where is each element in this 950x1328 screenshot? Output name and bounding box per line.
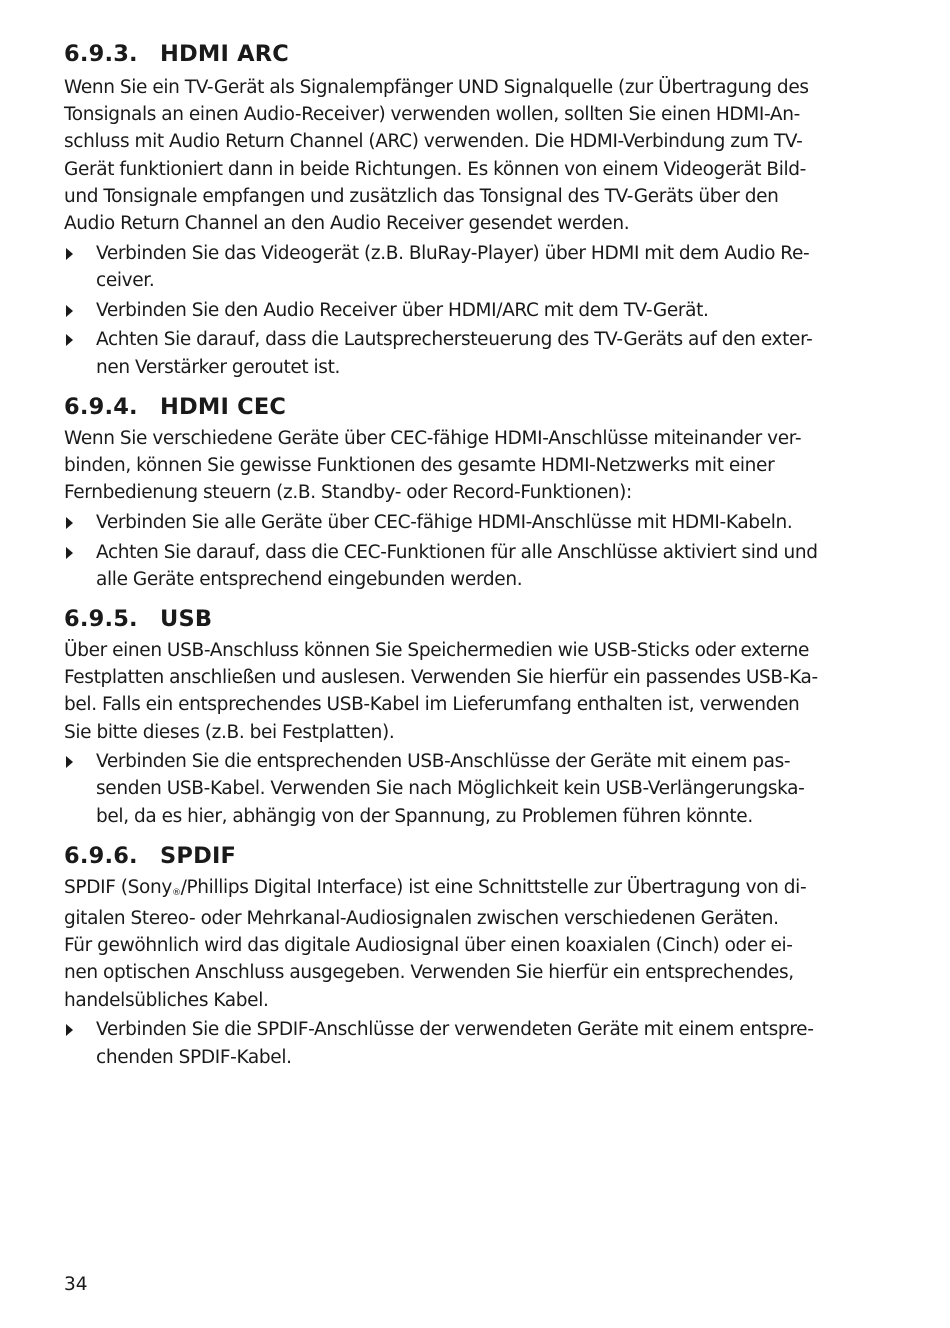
bullet-line: Verbinden Sie das Videogerät (z.B. BluRay-Player) über HDMI mit dem Audio Re- [96,242,810,264]
bullet-item [64,297,864,324]
bullet-line: Verbinden Sie die SPDIF-Anschlüsse der verwendeten Geräte mit einem entspre- [96,1019,814,1041]
section-number: 6.9.6. [64,842,138,869]
section-heading [64,391,864,423]
paragraph-line: Wenn Sie verschiedene Geräte über CEC-fähige HDMI-Anschlüsse miteinander ver- [64,427,802,449]
bullet-arrow-icon [66,305,73,317]
bullet-arrow-icon [66,756,73,768]
paragraph-line: Wenn Sie ein TV-Gerät als Signalempfänger UND Signalquelle (zur Übertragung des [64,77,809,98]
paragraph-line: Audio Return Channel an den Audio Receiver gesendet werden. [64,213,630,235]
section-title: HDMI CEC [160,393,287,420]
section-usb [64,603,864,830]
bullet-line: nen Verstärker geroutet ist. [96,356,341,378]
bullet-arrow-icon [66,1024,73,1036]
bullet-line: alle Geräte entsprechend eingebunden werden. [96,568,523,590]
bullet-list [64,509,864,593]
paragraph-text: /Phillips Digital Interface) ist eine Schnittstelle zur Übertragung von di- [180,876,807,898]
section-paragraph [64,874,864,1014]
section-heading [64,38,864,70]
page-number: 34 [64,1274,88,1295]
paragraph-line: bel. Falls ein entsprechendes USB-Kabel im Lieferumfang enthalten ist, verwenden [64,694,800,716]
bullet-line: Verbinden Sie die entsprechenden USB-Anschlüsse der Geräte mit einem pas- [96,751,791,773]
bullet-line: ceiver. [96,269,155,291]
bullet-arrow-icon [66,517,73,529]
section-hdmi-arc [64,38,864,381]
bullet-line: Achten Sie darauf, dass die CEC-Funktionen für alle Anschlüsse aktiviert sind und [96,541,818,563]
bullet-item [64,539,864,593]
paragraph-line: handelsübliches Kabel. [64,989,269,1011]
section-title: USB [160,605,213,632]
bullet-item [64,748,864,830]
section-number: 6.9.5. [64,605,138,632]
bullet-item [64,509,864,536]
section-paragraph [64,425,864,507]
section-spdif [64,840,864,1071]
bullet-line: bel, da es hier, abhängig von der Spannung, zu Problemen führen könnte. [96,805,753,827]
paragraph-line: Tonsignals an einen Audio-Receiver) verwenden wollen, sollten Sie einen HDMI-An- [64,104,800,126]
paragraph-line: binden, können Sie gewisse Funktionen des gesamte HDMI-Netzwerks mit einer [64,454,775,476]
bullet-list [64,1016,864,1070]
bullet-item [64,240,864,294]
paragraph-text: SPDIF (Sony [64,876,172,898]
bullet-arrow-icon [66,547,73,559]
paragraph-line [64,874,864,905]
section-paragraph [64,637,864,746]
bullet-line: Verbinden Sie alle Geräte über CEC-fähige HDMI-Anschlüsse mit HDMI-Kabeln. [96,511,793,533]
bullet-line: senden USB-Kabel. Verwenden Sie nach Möglichkeit kein USB-Verlängerungska- [96,778,805,800]
paragraph-line: und Tonsignale empfangen und zusätzlich das Tonsignal des TV-Geräts über den [64,185,779,207]
bullet-line: Verbinden Sie den Audio Receiver über HDMI/ARC mit dem TV-Gerät. [96,299,709,321]
paragraph-line: Fernbedienung steuern (z.B. Standby- oder Record-Funktionen): [64,482,632,504]
paragraph-line: schluss mit Audio Return Channel (ARC) verwenden. Die HDMI-Verbindung zum TV- [64,131,803,153]
bullet-item [64,326,864,380]
document-page [64,0,864,1068]
paragraph-line: Gerät funktioniert dann in beide Richtungen. Es können von einem Videogerät Bild- [64,158,806,180]
section-hdmi-cec [64,391,864,593]
paragraph-line: Sie bitte dieses (z.B. bei Festplatten). [64,721,395,743]
section-title: HDMI ARC [160,41,289,67]
bullet-arrow-icon [66,334,73,346]
section-heading [64,603,864,635]
bullet-list [64,240,864,381]
section-paragraph [64,74,864,237]
paragraph-line: Festplatten anschließen und auslesen. Verwenden Sie hierfür ein passendes USB-Ka- [64,667,818,689]
bullet-list [64,748,864,830]
bullet-item [64,1016,864,1070]
section-heading [64,840,864,872]
paragraph-line: nen optischen Anschluss ausgegeben. Verwenden Sie hierfür ein entsprechendes, [64,962,794,984]
section-number: 6.9.4. [64,393,138,420]
bullet-line: Achten Sie darauf, dass die Lautsprechersteuerung des TV-Geräts auf den exter- [96,329,813,351]
paragraph-line: Über einen USB-Anschluss können Sie Speichermedien wie USB-Sticks oder externe [64,639,810,661]
section-number: 6.9.3. [64,41,138,67]
section-title: SPDIF [160,842,237,869]
bullet-line: chenden SPDIF-Kabel. [96,1046,292,1068]
paragraph-line: Für gewöhnlich wird das digitale Audiosignal über einen koaxialen (Cinch) oder ei- [64,935,793,957]
bullet-arrow-icon [66,248,73,260]
registered-mark: ® [171,887,181,898]
paragraph-line: gitalen Stereo- oder Mehrkanal-Audiosignalen zwischen verschiedenen Geräten. [64,908,779,930]
